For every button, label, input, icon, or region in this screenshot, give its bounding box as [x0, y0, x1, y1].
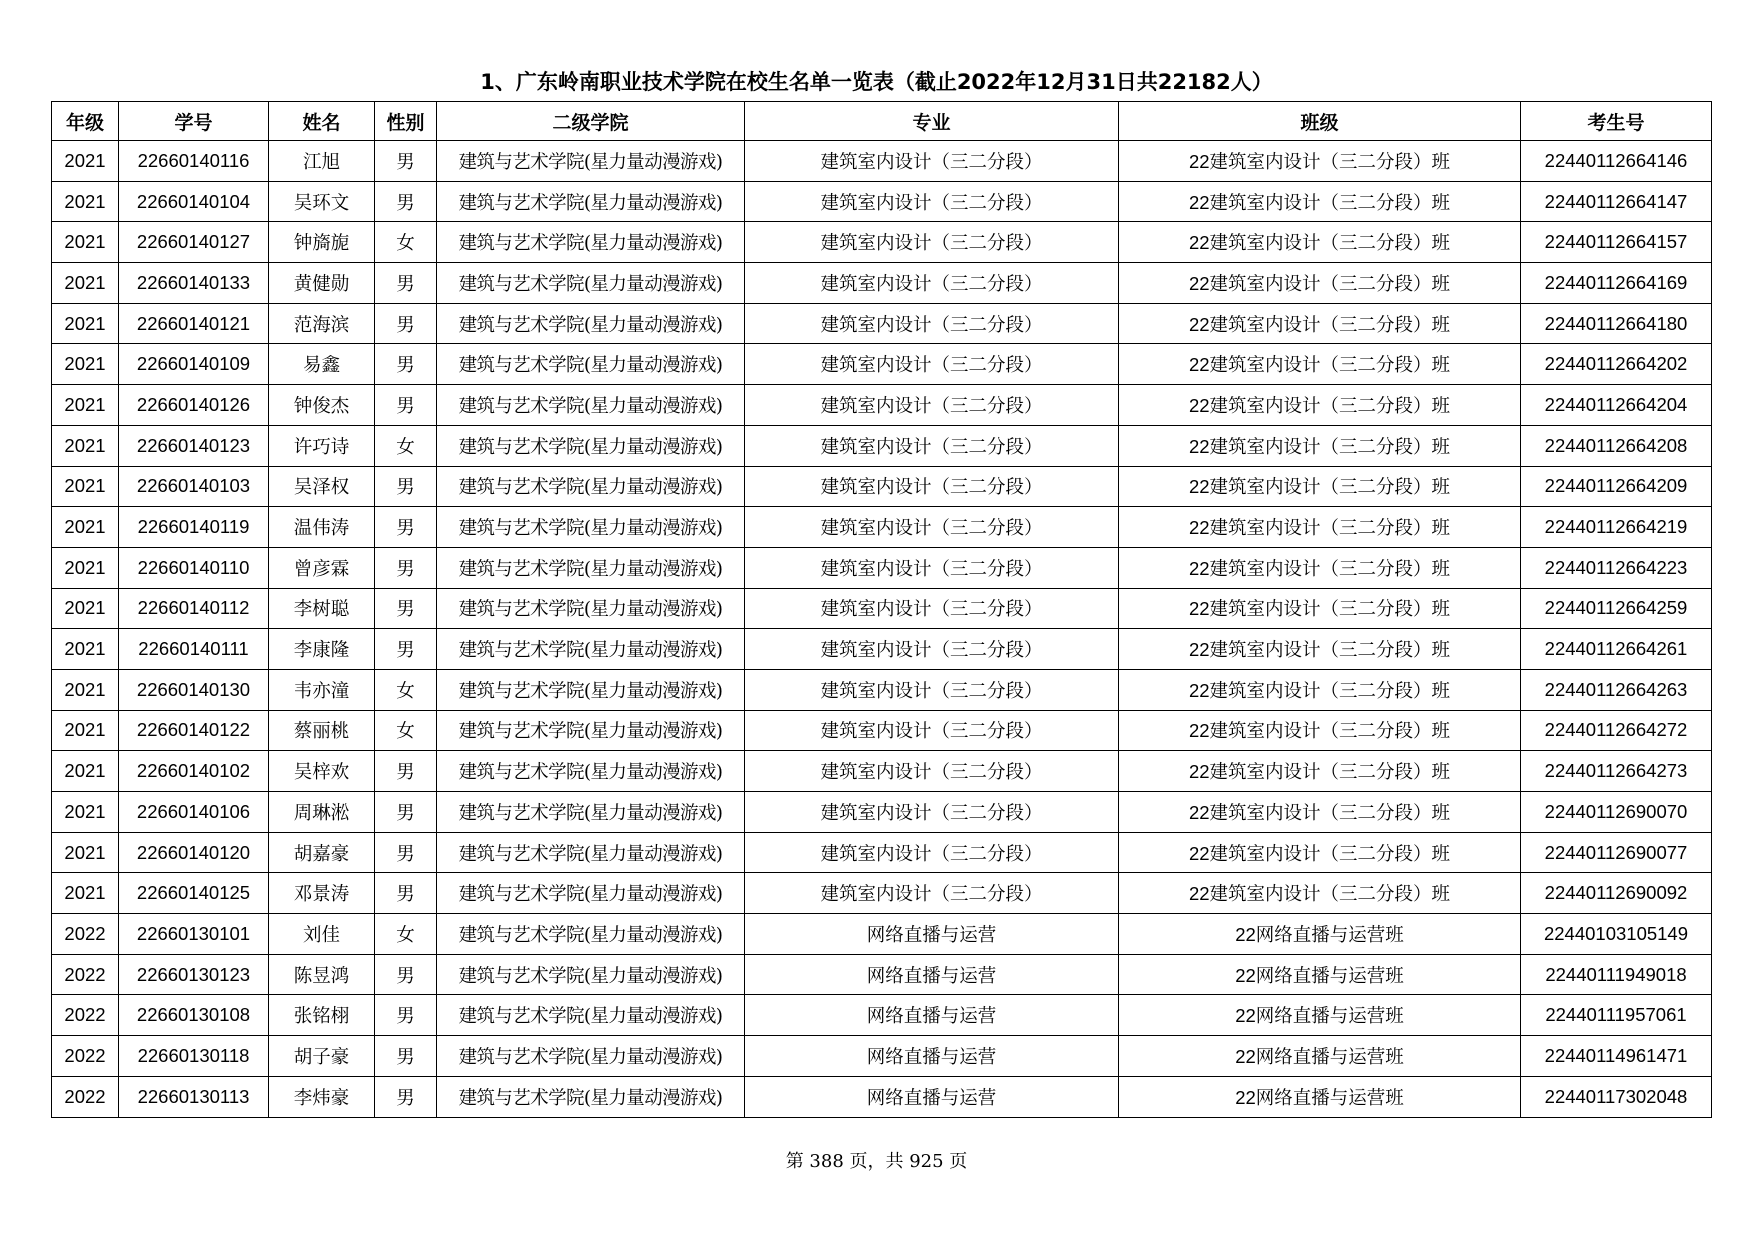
gender-cell: 女	[375, 914, 437, 955]
exam-number-cell: 22440112664180	[1521, 303, 1712, 344]
student-id-cell: 22660130113	[119, 1076, 269, 1117]
gender-cell: 男	[375, 181, 437, 222]
name-cell: 刘佳	[269, 914, 375, 955]
name-cell: 韦亦潼	[269, 669, 375, 710]
grade-cell: 2022	[52, 1036, 119, 1077]
college-cell: 建筑与艺术学院(星力量动漫游戏)	[437, 425, 745, 466]
student-id-cell: 22660140123	[119, 425, 269, 466]
college-cell: 建筑与艺术学院(星力量动漫游戏)	[437, 466, 745, 507]
gender-cell: 男	[375, 832, 437, 873]
student-id-cell: 22660140120	[119, 832, 269, 873]
class-cell: 22建筑室内设计（三二分段）班	[1119, 385, 1521, 426]
college-cell: 建筑与艺术学院(星力量动漫游戏)	[437, 385, 745, 426]
grade-cell: 2021	[52, 181, 119, 222]
grade-cell: 2021	[52, 385, 119, 426]
name-cell: 许巧诗	[269, 425, 375, 466]
college-cell: 建筑与艺术学院(星力量动漫游戏)	[437, 1036, 745, 1077]
student-id-cell: 22660140125	[119, 873, 269, 914]
major-cell: 建筑室内设计（三二分段）	[745, 344, 1119, 385]
column-header-class: 班级	[1119, 102, 1521, 141]
gender-cell: 男	[375, 629, 437, 670]
exam-number-cell: 22440112664259	[1521, 588, 1712, 629]
gender-cell: 女	[375, 425, 437, 466]
table-row	[52, 751, 1712, 792]
major-cell: 建筑室内设计（三二分段）	[745, 547, 1119, 588]
table-row	[52, 181, 1712, 222]
class-cell: 22网络直播与运营班	[1119, 995, 1521, 1036]
class-cell: 22网络直播与运营班	[1119, 914, 1521, 955]
gender-cell: 男	[375, 507, 437, 548]
table-row	[52, 263, 1712, 304]
exam-number-cell: 22440112664263	[1521, 669, 1712, 710]
page-title: 1、广东岭南职业技术学院在校生名单一览表（截止2022年12月31日共22182人）	[480, 70, 1273, 94]
column-header-major: 专业	[745, 102, 1119, 141]
major-cell: 建筑室内设计（三二分段）	[745, 507, 1119, 548]
class-cell: 22建筑室内设计（三二分段）班	[1119, 792, 1521, 833]
table-row	[52, 1036, 1712, 1077]
name-cell: 范海滨	[269, 303, 375, 344]
name-cell: 李炜豪	[269, 1076, 375, 1117]
table-row	[52, 792, 1712, 833]
table-row	[52, 710, 1712, 751]
student-id-cell: 22660130118	[119, 1036, 269, 1077]
exam-number-cell: 22440112664261	[1521, 629, 1712, 670]
table-row	[52, 1076, 1712, 1117]
table-row	[52, 303, 1712, 344]
class-cell: 22网络直播与运营班	[1119, 1076, 1521, 1117]
gender-cell: 女	[375, 222, 437, 263]
exam-number-cell: 22440103105149	[1521, 914, 1712, 955]
major-cell: 建筑室内设计（三二分段）	[745, 710, 1119, 751]
name-cell: 钟俊杰	[269, 385, 375, 426]
major-cell: 建筑室内设计（三二分段）	[745, 385, 1119, 426]
class-cell: 22建筑室内设计（三二分段）班	[1119, 344, 1521, 385]
class-cell: 22建筑室内设计（三二分段）班	[1119, 263, 1521, 304]
exam-number-cell: 22440112664208	[1521, 425, 1712, 466]
grade-cell: 2022	[52, 995, 119, 1036]
grade-cell: 2021	[52, 710, 119, 751]
gender-cell: 男	[375, 141, 437, 182]
student-id-cell: 22660140106	[119, 792, 269, 833]
class-cell: 22建筑室内设计（三二分段）班	[1119, 710, 1521, 751]
student-id-cell: 22660140119	[119, 507, 269, 548]
name-cell: 曾彦霖	[269, 547, 375, 588]
grade-cell: 2021	[52, 547, 119, 588]
grade-cell: 2021	[52, 141, 119, 182]
class-cell: 22建筑室内设计（三二分段）班	[1119, 669, 1521, 710]
column-header-student-id: 学号	[119, 102, 269, 141]
major-cell: 建筑室内设计（三二分段）	[745, 832, 1119, 873]
student-id-cell: 22660140122	[119, 710, 269, 751]
student-id-cell: 22660140109	[119, 344, 269, 385]
name-cell: 胡子豪	[269, 1036, 375, 1077]
student-id-cell: 22660140116	[119, 141, 269, 182]
name-cell: 吴泽权	[269, 466, 375, 507]
class-cell: 22建筑室内设计（三二分段）班	[1119, 629, 1521, 670]
grade-cell: 2021	[52, 669, 119, 710]
table-row	[52, 222, 1712, 263]
column-header-gender: 性别	[375, 102, 437, 141]
gender-cell: 男	[375, 792, 437, 833]
name-cell: 胡嘉豪	[269, 832, 375, 873]
student-id-cell: 22660130123	[119, 954, 269, 995]
name-cell: 江旭	[269, 141, 375, 182]
exam-number-cell: 22440112664273	[1521, 751, 1712, 792]
student-id-cell: 22660140102	[119, 751, 269, 792]
college-cell: 建筑与艺术学院(星力量动漫游戏)	[437, 1076, 745, 1117]
major-cell: 建筑室内设计（三二分段）	[745, 629, 1119, 670]
student-id-cell: 22660140104	[119, 181, 269, 222]
major-cell: 网络直播与运营	[745, 1036, 1119, 1077]
gender-cell: 男	[375, 466, 437, 507]
college-cell: 建筑与艺术学院(星力量动漫游戏)	[437, 344, 745, 385]
exam-number-cell: 22440112664209	[1521, 466, 1712, 507]
table-row	[52, 629, 1712, 670]
student-roster-table	[51, 101, 1712, 1118]
major-cell: 网络直播与运营	[745, 914, 1119, 955]
name-cell: 周琳淞	[269, 792, 375, 833]
grade-cell: 2021	[52, 263, 119, 304]
college-cell: 建筑与艺术学院(星力量动漫游戏)	[437, 263, 745, 304]
college-cell: 建筑与艺术学院(星力量动漫游戏)	[437, 832, 745, 873]
exam-number-cell: 22440112664219	[1521, 507, 1712, 548]
gender-cell: 男	[375, 954, 437, 995]
major-cell: 建筑室内设计（三二分段）	[745, 588, 1119, 629]
class-cell: 22建筑室内设计（三二分段）班	[1119, 425, 1521, 466]
class-cell: 22建筑室内设计（三二分段）班	[1119, 466, 1521, 507]
student-id-cell: 22660140130	[119, 669, 269, 710]
table-row	[52, 547, 1712, 588]
gender-cell: 男	[375, 1036, 437, 1077]
gender-cell: 男	[375, 588, 437, 629]
college-cell: 建筑与艺术学院(星力量动漫游戏)	[437, 141, 745, 182]
table-row	[52, 588, 1712, 629]
name-cell: 吴环文	[269, 181, 375, 222]
major-cell: 建筑室内设计（三二分段）	[745, 669, 1119, 710]
class-cell: 22建筑室内设计（三二分段）班	[1119, 832, 1521, 873]
major-cell: 网络直播与运营	[745, 995, 1119, 1036]
gender-cell: 男	[375, 547, 437, 588]
name-cell: 张铭栩	[269, 995, 375, 1036]
table-row	[52, 914, 1712, 955]
major-cell: 建筑室内设计（三二分段）	[745, 263, 1119, 304]
gender-cell: 男	[375, 303, 437, 344]
table-row	[52, 669, 1712, 710]
college-cell: 建筑与艺术学院(星力量动漫游戏)	[437, 995, 745, 1036]
gender-cell: 男	[375, 344, 437, 385]
exam-number-cell: 22440112664272	[1521, 710, 1712, 751]
grade-cell: 2021	[52, 344, 119, 385]
student-id-cell: 22660140121	[119, 303, 269, 344]
table-row	[52, 954, 1712, 995]
grade-cell: 2021	[52, 751, 119, 792]
college-cell: 建筑与艺术学院(星力量动漫游戏)	[437, 181, 745, 222]
class-cell: 22建筑室内设计（三二分段）班	[1119, 141, 1521, 182]
name-cell: 吴梓欢	[269, 751, 375, 792]
grade-cell: 2022	[52, 1076, 119, 1117]
name-cell: 温伟涛	[269, 507, 375, 548]
class-cell: 22建筑室内设计（三二分段）班	[1119, 547, 1521, 588]
student-id-cell: 22660140133	[119, 263, 269, 304]
grade-cell: 2021	[52, 588, 119, 629]
student-id-cell: 22660140110	[119, 547, 269, 588]
exam-number-cell: 22440112664157	[1521, 222, 1712, 263]
table-row	[52, 507, 1712, 548]
college-cell: 建筑与艺术学院(星力量动漫游戏)	[437, 710, 745, 751]
student-id-cell: 22660130101	[119, 914, 269, 955]
class-cell: 22建筑室内设计（三二分段）班	[1119, 873, 1521, 914]
column-header-name: 姓名	[269, 102, 375, 141]
exam-number-cell: 22440112664202	[1521, 344, 1712, 385]
name-cell: 邓景涛	[269, 873, 375, 914]
class-cell: 22建筑室内设计（三二分段）班	[1119, 751, 1521, 792]
table-row	[52, 344, 1712, 385]
column-header-college: 二级学院	[437, 102, 745, 141]
table-header-row	[52, 102, 1712, 141]
grade-cell: 2022	[52, 914, 119, 955]
exam-number-cell: 22440112664169	[1521, 263, 1712, 304]
college-cell: 建筑与艺术学院(星力量动漫游戏)	[437, 547, 745, 588]
college-cell: 建筑与艺术学院(星力量动漫游戏)	[437, 629, 745, 670]
major-cell: 网络直播与运营	[745, 954, 1119, 995]
class-cell: 22建筑室内设计（三二分段）班	[1119, 507, 1521, 548]
gender-cell: 男	[375, 995, 437, 1036]
college-cell: 建筑与艺术学院(星力量动漫游戏)	[437, 669, 745, 710]
gender-cell: 男	[375, 873, 437, 914]
grade-cell: 2021	[52, 873, 119, 914]
major-cell: 建筑室内设计（三二分段）	[745, 141, 1119, 182]
column-header-exam-number: 考生号	[1521, 102, 1712, 141]
major-cell: 建筑室内设计（三二分段）	[745, 792, 1119, 833]
grade-cell: 2021	[52, 222, 119, 263]
name-cell: 黄健勋	[269, 263, 375, 304]
grade-cell: 2021	[52, 832, 119, 873]
college-cell: 建筑与艺术学院(星力量动漫游戏)	[437, 303, 745, 344]
college-cell: 建筑与艺术学院(星力量动漫游戏)	[437, 507, 745, 548]
college-cell: 建筑与艺术学院(星力量动漫游戏)	[437, 751, 745, 792]
name-cell: 李康隆	[269, 629, 375, 670]
major-cell: 网络直播与运营	[745, 1076, 1119, 1117]
name-cell: 陈昱鸿	[269, 954, 375, 995]
college-cell: 建筑与艺术学院(星力量动漫游戏)	[437, 954, 745, 995]
table-row	[52, 995, 1712, 1036]
college-cell: 建筑与艺术学院(星力量动漫游戏)	[437, 222, 745, 263]
student-id-cell: 22660140126	[119, 385, 269, 426]
student-id-cell: 22660130108	[119, 995, 269, 1036]
grade-cell: 2021	[52, 425, 119, 466]
gender-cell: 男	[375, 263, 437, 304]
class-cell: 22网络直播与运营班	[1119, 1036, 1521, 1077]
student-id-cell: 22660140127	[119, 222, 269, 263]
exam-number-cell: 22440112690092	[1521, 873, 1712, 914]
exam-number-cell: 22440112664147	[1521, 181, 1712, 222]
gender-cell: 男	[375, 1076, 437, 1117]
exam-number-cell: 22440117302048	[1521, 1076, 1712, 1117]
grade-cell: 2021	[52, 507, 119, 548]
name-cell: 易鑫	[269, 344, 375, 385]
class-cell: 22建筑室内设计（三二分段）班	[1119, 303, 1521, 344]
college-cell: 建筑与艺术学院(星力量动漫游戏)	[437, 588, 745, 629]
grade-cell: 2021	[52, 792, 119, 833]
gender-cell: 男	[375, 751, 437, 792]
table-row	[52, 873, 1712, 914]
exam-number-cell: 22440111949018	[1521, 954, 1712, 995]
table-row	[52, 832, 1712, 873]
student-id-cell: 22660140103	[119, 466, 269, 507]
exam-number-cell: 22440112664223	[1521, 547, 1712, 588]
gender-cell: 男	[375, 385, 437, 426]
gender-cell: 女	[375, 669, 437, 710]
grade-cell: 2021	[52, 303, 119, 344]
grade-cell: 2021	[52, 466, 119, 507]
exam-number-cell: 22440111957061	[1521, 995, 1712, 1036]
name-cell: 李树聪	[269, 588, 375, 629]
table-row	[52, 466, 1712, 507]
exam-number-cell: 22440112664146	[1521, 141, 1712, 182]
grade-cell: 2022	[52, 954, 119, 995]
major-cell: 建筑室内设计（三二分段）	[745, 222, 1119, 263]
name-cell: 蔡丽桃	[269, 710, 375, 751]
grade-cell: 2021	[52, 629, 119, 670]
table-row	[52, 425, 1712, 466]
column-header-grade: 年级	[52, 102, 119, 141]
class-cell: 22建筑室内设计（三二分段）班	[1119, 588, 1521, 629]
major-cell: 建筑室内设计（三二分段）	[745, 303, 1119, 344]
name-cell: 钟旖旎	[269, 222, 375, 263]
page-number: 第 388 页，共 925 页	[785, 1151, 968, 1172]
gender-cell: 女	[375, 710, 437, 751]
table-row	[52, 141, 1712, 182]
exam-number-cell: 22440114961471	[1521, 1036, 1712, 1077]
class-cell: 22建筑室内设计（三二分段）班	[1119, 222, 1521, 263]
major-cell: 建筑室内设计（三二分段）	[745, 873, 1119, 914]
student-id-cell: 22660140112	[119, 588, 269, 629]
major-cell: 建筑室内设计（三二分段）	[745, 425, 1119, 466]
major-cell: 建筑室内设计（三二分段）	[745, 181, 1119, 222]
exam-number-cell: 22440112664204	[1521, 385, 1712, 426]
major-cell: 建筑室内设计（三二分段）	[745, 751, 1119, 792]
exam-number-cell: 22440112690077	[1521, 832, 1712, 873]
exam-number-cell: 22440112690070	[1521, 792, 1712, 833]
major-cell: 建筑室内设计（三二分段）	[745, 466, 1119, 507]
class-cell: 22建筑室内设计（三二分段）班	[1119, 181, 1521, 222]
college-cell: 建筑与艺术学院(星力量动漫游戏)	[437, 873, 745, 914]
student-id-cell: 22660140111	[119, 629, 269, 670]
college-cell: 建筑与艺术学院(星力量动漫游戏)	[437, 914, 745, 955]
table-row	[52, 385, 1712, 426]
class-cell: 22网络直播与运营班	[1119, 954, 1521, 995]
college-cell: 建筑与艺术学院(星力量动漫游戏)	[437, 792, 745, 833]
